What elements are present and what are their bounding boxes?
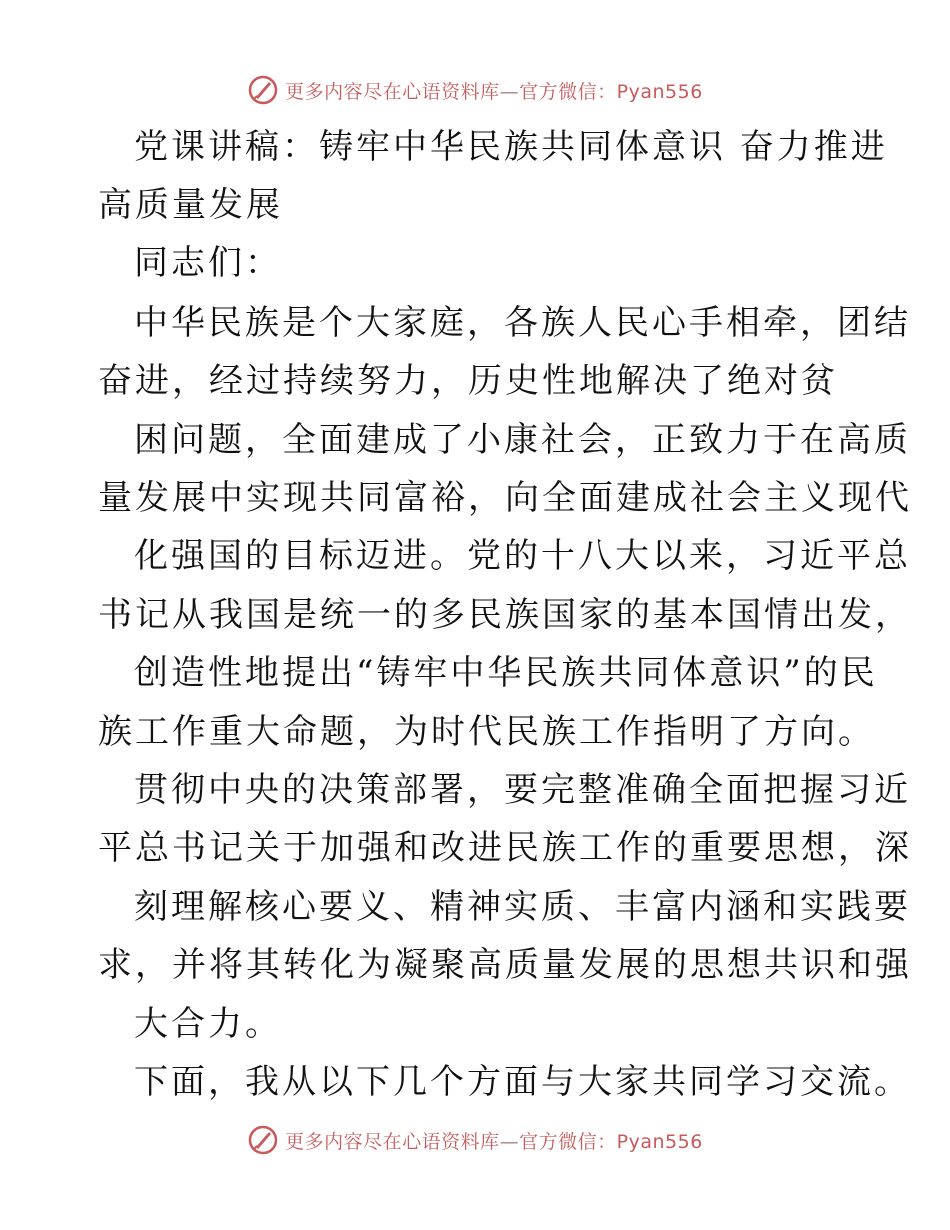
watermark-site-text: 更多内容尽在心语资料库 [285,80,500,103]
paragraph-line: 刻理解核心要义、精神实质、丰富内涵和实践要 [134,887,911,927]
paragraph-line: 量发展中实现共同富裕，向全面建成社会主义现代 [98,478,912,518]
paragraph-line: 族工作重大命题，为时代民族工作指明了方向。 [98,712,875,752]
quill-pen-logo-icon [247,1124,279,1156]
document-title-line-2: 高质量发展 [98,185,283,225]
watermark-contact-text: 官方微信：Pyan556 [519,1130,703,1153]
quill-pen-logo-icon [247,74,279,106]
paragraph-line: 书记从我国是统一的多民族国家的基本国情出发， [98,595,912,635]
watermark-site-text: 更多内容尽在心语资料库 [285,1130,500,1153]
paragraph-line: 贯彻中央的决策部署，要完整准确全面把握习近 [134,770,911,810]
paragraph-line: 下面，我从以下几个方面与大家共同学习交流。 [134,1062,911,1102]
watermark-contact-text: 官方微信：Pyan556 [519,80,703,103]
paragraph-line: 大合力。 [134,1004,282,1044]
header-watermark [0,70,950,110]
paragraph-line: 困问题，全面建成了小康社会，正致力于在高质 [134,420,911,460]
paragraph-line: 求，并将其转化为凝聚高质量发展的思想共识和强 [98,945,912,985]
greeting: 同志们： [134,243,282,283]
paragraph-line: 平总书记关于加强和改进民族工作的重要思想，深 [98,828,912,868]
paragraph-line: 化强国的目标迈进。党的十八大以来，习近平总 [134,536,911,576]
paragraph-line: 创造性地提出“铸牢中华民族共同体意识”的民 [134,653,878,693]
watermark-separator: — [499,80,520,103]
paragraph-line: 奋进，经过持续努力，历史性地解决了绝对贫 [98,361,838,401]
watermark-separator: — [499,1130,520,1153]
footer-watermark [0,1120,950,1160]
document-title-line-1: 党课讲稿：铸牢中华民族共同体意识 奋力推进 [134,127,888,167]
paragraph-line: 中华民族是个大家庭，各族人民心手相牵，团结 [134,303,911,343]
